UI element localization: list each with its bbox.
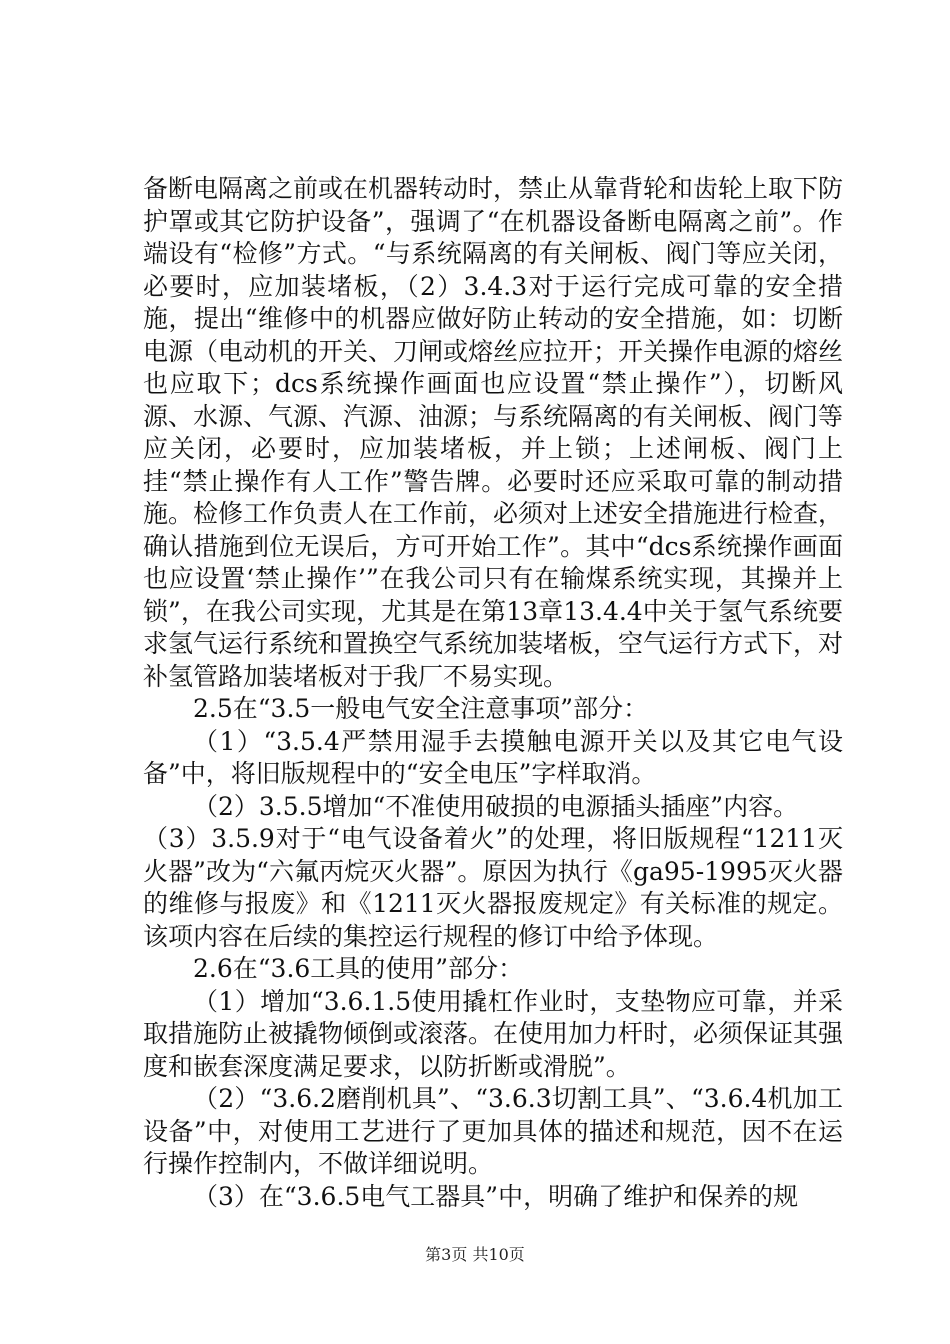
paragraph-item-3-5-4: （1）“3.5.4严禁用湿手去摸触电源开关以及其它电气设备”中，将旧版规程中的“安全电压”字样取消。: [143, 726, 843, 788]
paragraph-item-3-6-1-5: （1）增加“3.6.1.5使用撬杠作业时，支垫物应可靠，并采取措施防止被撬物倾倒或滚落。在使用加力杆时，必须保证其强度和嵌套深度满足要求，以防折断或滑脱”。: [143, 986, 844, 1081]
paragraph-item-3-5-9: （3）3.5.9对于“电气设备着火”的处理，将旧版规程“1211灭火器”改为“六氟丙烷灭火器”。原因为执行《ga95-1995灭火器的维修与报废》和《1211灭火器报废规定》有关标准的规定。该项内容在后续的集控运行规程的修订中给予体现。: [143, 824, 843, 951]
paragraph-item-3-5-5: （2）3.5.5增加“不准使用破损的电源插头插座”内容。: [193, 791, 799, 821]
document-body: [143, 173, 843, 1213]
paragraph-item-3-6-5: （3）在“3.6.5电气工器具”中，明确了维护和保养的规: [193, 1181, 799, 1211]
paragraph-section-2-6: 2.6在“3.6工具的使用”部分：: [193, 954, 524, 983]
paragraph-1: 备断电隔离之前或在机器转动时，禁止从靠背轮和齿轮上取下防护罩或其它防护设备”，强调了“在机器设备断电隔离之前”。作端设有“检修”方式。“与系统隔离的有关闸板、阀门等应关闭，必要时，应加装堵板，（2）3.4.3对于运行完成可靠的安全措施，提出“维修中的机器应做好防止转动的安全措施，如：切断电源（电动机的开关、刀闸或熔丝应拉开；开关操作电源的熔丝也应取下；dcs系统操作画面也应设置“禁止操作”），切断风源、水源、气源、汽源、油源；与系统隔离的有关闸板、阀门等应关闭，必要时，应加装堵板，并上锁；上述闸板、阀门上挂“禁止操作有人工作”警告牌。必要时还应采取可靠的制动措施。检修工作负责人在工作前，必须对上述安全措施进行检查，确认措施到位无误后，方可开始工作”。其中“dcs系统操作画面也应设置‘禁止操作’”在我公司只有在输煤系统实现，其操并上锁”，在我公司实现，尤其是在第13章13.4.4中关于氢气系统要求氢气运行系统和置换空气系统加装堵板，空气运行方式下，对补氢管路加装堵板对于我厂不易实现。: [143, 174, 844, 691]
page-number-footer: 第3页 共10页: [425, 1245, 525, 1264]
paragraph-section-2-5: 2.5在“3.5一般电气安全注意事项”部分：: [193, 694, 649, 723]
paragraph-item-3-6-2: （2）“3.6.2磨削机具”、“3.6.3切割工具”、“3.6.4机加工设备”中，对使用工艺进行了更加具体的描述和规范，因不在运行操作控制内，不做详细说明。: [143, 1084, 843, 1178]
